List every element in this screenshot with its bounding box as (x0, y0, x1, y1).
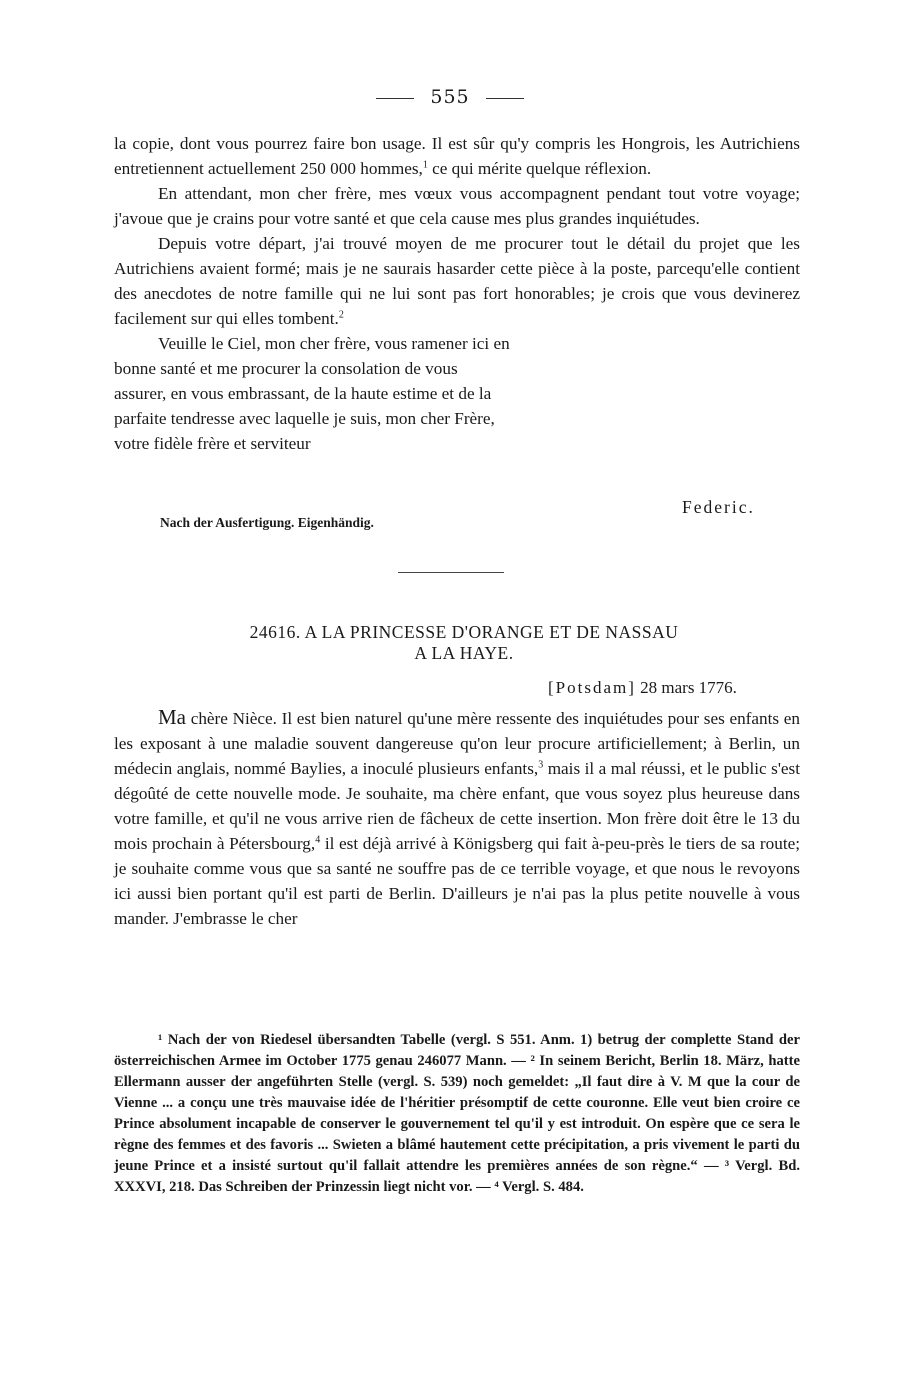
page-header (0, 86, 900, 108)
body-text-3: il est déjà arrivé à Königsberg qui fait à-peu-près le tiers de sa route; je souhaite comme vous que sa santé ne souffre pas de ce terrible voyage, et que nous le revoyons ici aussi bien portant qu'il est parti de Berlin. D'ailleurs je n'ai pas la plus petite nouvelle à vous mander. J'embrasse le cher (114, 834, 801, 928)
paragraph-3 (114, 231, 800, 331)
paragraph-1-text: la copie, dont vous pourrez faire bon usage. Il est sûr qu'y compris les Hongrois, les Autrichiens entretiennent actuellement 250 000 hommes, (114, 134, 800, 178)
letter-body (114, 705, 800, 931)
date-place: [Potsdam] (548, 678, 636, 697)
footnote-mark-2: 2 (338, 309, 344, 321)
source-note: Nach der Ausfertigung. Eigenhändig. (160, 515, 374, 530)
paragraph-1-end: ce qui mérite quelque réflexion. (432, 159, 652, 178)
section-divider (398, 572, 504, 573)
letter-continuation (114, 131, 800, 456)
paragraph-4 (114, 331, 514, 456)
footnote-mark-3: 3 (538, 759, 544, 771)
date-value: 28 mars 1776. (640, 678, 737, 697)
header-rule-right (486, 98, 524, 99)
opening-initial: Ma (158, 705, 186, 729)
dateline (548, 678, 737, 698)
paragraph-3-text: Depuis votre départ, j'ai trouvé moyen de me procurer tout le détail du projet que les Autrichiens avaient formé; mais je ne saurais hasarder cette pièce à la poste, parcequ'elle contient des anecdotes de notre famille qui ne lui sont pas fort honorables; je crois que vous devinerez facilement sur qui elles tombent. (114, 234, 800, 328)
letter-heading (114, 622, 814, 664)
footnotes-text: ¹ Nach der von Riedesel übersandten Tabelle (vergl. S 551. Anm. 1) betrug der complette Stand der österreichischen Armee im October 1775 genau 246077 Mann. — ² In seinem Bericht, Berlin 18. März, hatte Ellermann ausser der angeführten Stelle (vergl. S. 539) noch gemeldet: „Il faut dire à V. M que la cour de Vienne ... a conçu une très mauvaise idée de l'héritier présomptif de cette couronne. Elle veut bien croire ce Prince absolument incapable de conserver le gouvernement tel qu'il y est introduit. On espère que ce sera le règne des femmes et des favoris ... Swieten a blâmé hautement cette précipitation, a pris vivement le parti du jeune Prince et a insisté surtout qu'il fallait attendre les premières années de son règne.“ — ³ Vergl. Bd. XXXVI, 218. Das Schreiben der Prinzessin liegt nicht vor. — ⁴ Vergl. S. 484. (114, 1032, 800, 1195)
paragraph-4-text: Veuille le Ciel, mon cher frère, vous ramener ici en bonne santé et me procurer la consolation de vous assurer, en vous embrassant, de la haute estime et de la parfaite tendresse avec laquelle je suis, mon cher Frère, votre fidèle frère et serviteur (114, 334, 510, 453)
body-text-1: chère Nièce. Il est bien naturel qu'une mère ressente des inquiétudes pour ses enfants en les exposant à une maladie souvent dangereuse qu'on leur procure artificiellement; à Berlin, un médecin anglais, nommé Baylies, a inoculé plusieurs enfants, (114, 709, 800, 778)
letter-body-paragraph (114, 705, 800, 931)
footnote-mark-1: 1 (422, 159, 428, 171)
footnote-mark-4: 4 (315, 834, 321, 846)
footnotes (114, 1030, 800, 1198)
letter-title-line1: A LA PRINCESSE D'ORANGE ET DE NASSAU (304, 622, 679, 642)
signature: Federic. (682, 497, 755, 517)
header-rule-left (376, 98, 414, 99)
paragraph-1 (114, 131, 800, 181)
letter-number: 24616. (249, 622, 301, 642)
letter-title-line2: A LA HAYE. (414, 643, 514, 663)
body-text-2: mais il a mal réussi, et le public s'est dégoûté de cette nouvelle mode. Je souhaite, ma chère enfant, que vous soyez plus heureuse dans votre famille, et qu'il ne vous arrive rien de fâcheux de cette insertion. Mon frère doit être le 13 du mois prochain à Pétersbourg, (114, 759, 801, 853)
paragraph-2: En attendant, mon cher frère, mes vœux vous accompagnent pendant tout votre voyage; j'avoue que je crains pour votre santé et que cela cause mes plus grandes inquiétudes. (114, 184, 800, 228)
page-number: 555 (430, 86, 470, 108)
